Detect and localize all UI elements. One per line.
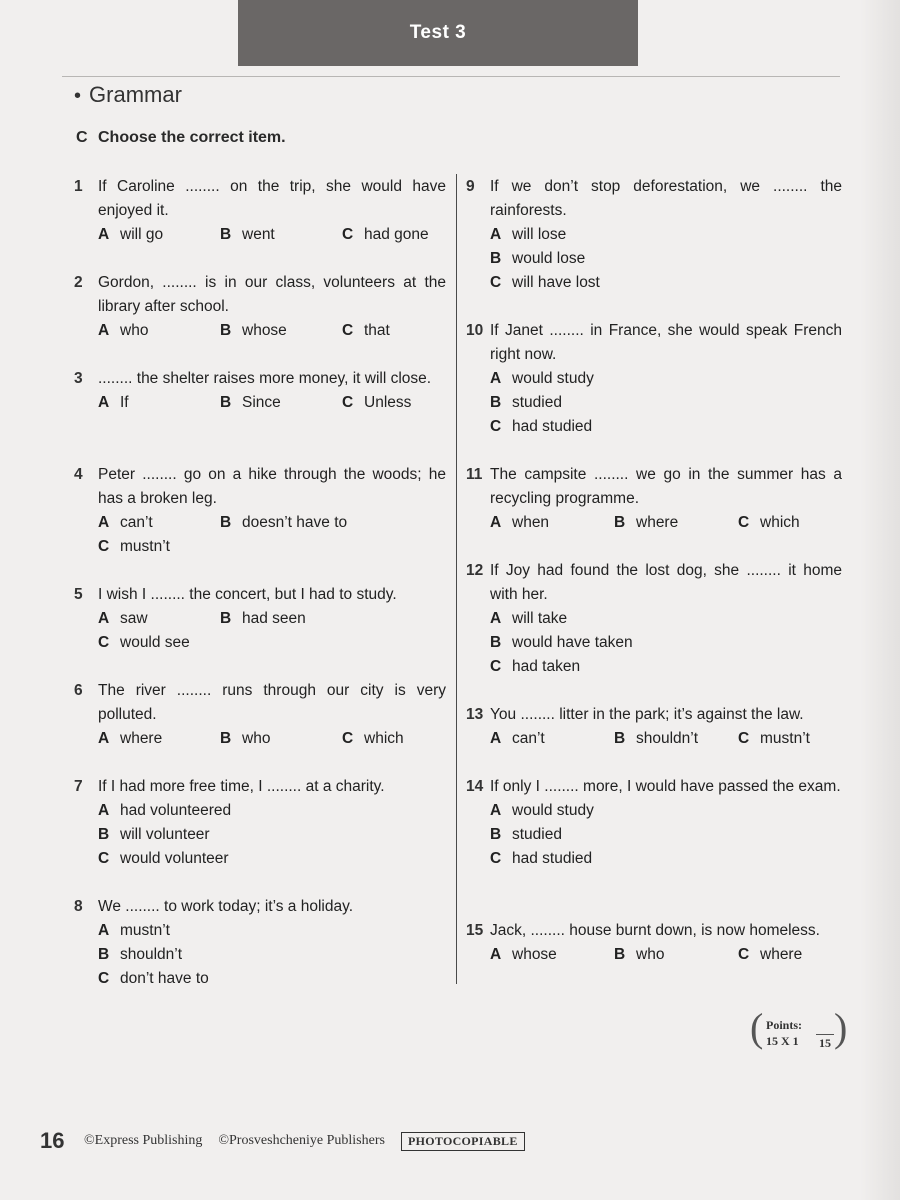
points-calc: 15 X 1	[766, 1034, 799, 1048]
question-15	[466, 919, 842, 967]
option-a[interactable]: A would study	[490, 370, 594, 387]
question-text: Peter ........ go on a hike through the woods; he has a broken leg.	[98, 466, 446, 507]
option-a[interactable]: A had volunteered	[98, 802, 232, 819]
option-a[interactable]: A will lose	[490, 226, 567, 243]
question-text: The campsite ........ we go in the summer has a recycling programme.	[490, 466, 842, 507]
publisher-prosveshcheniye: ©Prosveshcheniye Publishers	[218, 1133, 385, 1148]
question-number: 12	[466, 562, 484, 579]
option-a[interactable]: A would study	[490, 802, 594, 819]
option-c[interactable]: C had taken	[490, 658, 581, 675]
question-text: The river ........ runs through our city is very polluted.	[98, 682, 446, 723]
question-number: 1	[74, 178, 83, 195]
question-number: 7	[74, 778, 83, 795]
footer	[40, 1128, 525, 1154]
question-text: Gordon, ........ is in our class, volunteers at the library after school.	[98, 274, 446, 315]
question-number: 13	[466, 706, 484, 723]
question-number: 5	[74, 586, 83, 603]
instruction-text: Choose the correct item.	[98, 129, 286, 146]
test-title-banner	[238, 0, 638, 66]
question-10	[466, 319, 842, 439]
question-9	[466, 175, 842, 295]
question-number: 3	[74, 370, 83, 387]
question-text: If we don’t stop deforestation, we ........ the rainforests.	[490, 178, 842, 219]
option-b[interactable]: B doesn’t have to	[220, 514, 348, 531]
option-b[interactable]: B went	[220, 226, 275, 243]
question-text: If Joy had found the lost dog, she ........ it home with her.	[490, 562, 842, 603]
option-c[interactable]: C Unless	[342, 394, 412, 411]
question-2	[74, 271, 446, 343]
paren-left-icon: (	[750, 1005, 764, 1050]
option-b[interactable]: B Since	[220, 394, 281, 411]
option-c[interactable]: C had studied	[490, 418, 593, 435]
question-7	[74, 775, 446, 871]
option-a[interactable]: A saw	[98, 610, 148, 627]
option-b[interactable]: B shouldn’t	[614, 730, 699, 747]
instruction	[76, 129, 286, 147]
page-number: 16	[40, 1128, 65, 1153]
option-b[interactable]: B who	[220, 730, 271, 747]
question-number: 6	[74, 682, 83, 699]
question-number: 8	[74, 898, 83, 915]
photocopiable-badge: PHOTOCOPIABLE	[401, 1132, 525, 1151]
option-b[interactable]: B would have taken	[490, 634, 633, 651]
question-number: 11	[466, 466, 483, 483]
question-number: 10	[466, 322, 484, 339]
top-rule	[62, 76, 840, 77]
question-text: If only I ........ more, I would have passed the exam.	[490, 778, 841, 795]
option-c[interactable]: C mustn’t	[98, 538, 170, 555]
option-a[interactable]: A can’t	[490, 730, 545, 747]
question-1	[74, 175, 446, 247]
question-text: You ........ litter in the park; it’s against the law.	[490, 706, 804, 723]
option-c[interactable]: C would volunteer	[98, 850, 229, 867]
instruction-letter: C	[76, 129, 88, 146]
column-divider	[456, 174, 457, 984]
option-c[interactable]: C that	[342, 322, 390, 339]
question-text: If Janet ........ in France, she would speak French right now.	[490, 322, 842, 363]
question-text: Jack, ........ house burnt down, is now homeless.	[490, 922, 820, 939]
bullet-icon: •	[74, 85, 82, 107]
option-b[interactable]: B whose	[220, 322, 287, 339]
question-6	[74, 679, 446, 751]
option-a[interactable]: A who	[98, 322, 149, 339]
option-a[interactable]: A mustn’t	[98, 922, 170, 939]
question-number: 14	[466, 778, 484, 795]
publisher-express: ©Express Publishing	[84, 1133, 203, 1148]
option-c[interactable]: C which	[738, 514, 800, 531]
option-a[interactable]: A will go	[98, 226, 164, 243]
question-number: 15	[466, 922, 484, 939]
paren-right-icon: )	[834, 1005, 848, 1050]
question-8	[74, 895, 446, 991]
section-heading	[74, 82, 182, 108]
question-number: 9	[466, 178, 475, 195]
question-text: If I had more free time, I ........ at a charity.	[98, 778, 385, 795]
option-a[interactable]: A where	[98, 730, 163, 747]
option-c[interactable]: C would see	[98, 634, 190, 651]
question-4	[74, 463, 446, 559]
section-title: Grammar	[89, 82, 182, 107]
option-c[interactable]: C will have lost	[490, 274, 600, 291]
option-c[interactable]: C where	[738, 946, 803, 963]
points-total: 15	[816, 1034, 834, 1051]
option-a[interactable]: A If	[98, 394, 129, 411]
question-text: I wish I ........ the concert, but I had to study.	[98, 586, 397, 603]
option-b[interactable]: B would lose	[490, 250, 586, 267]
question-11	[466, 463, 842, 535]
option-a[interactable]: A when	[490, 514, 550, 531]
option-b[interactable]: B who	[614, 946, 665, 963]
question-12	[466, 559, 842, 679]
option-c[interactable]: C mustn’t	[738, 730, 810, 747]
points-label: Points:	[766, 1018, 802, 1032]
option-c[interactable]: C had studied	[490, 850, 593, 867]
option-b[interactable]: B will volunteer	[98, 826, 210, 843]
option-c[interactable]: C don’t have to	[98, 970, 209, 987]
option-c[interactable]: C had gone	[342, 226, 429, 243]
question-number: 4	[74, 466, 83, 483]
option-b[interactable]: B where	[614, 514, 679, 531]
option-a[interactable]: A whose	[490, 946, 557, 963]
option-b[interactable]: B had seen	[220, 610, 306, 627]
option-b[interactable]: B shouldn’t	[98, 946, 183, 963]
question-13	[466, 703, 842, 751]
question-text: If Caroline ........ on the trip, she would have enjoyed it.	[98, 178, 446, 219]
option-b[interactable]: B studied	[490, 826, 562, 843]
option-b[interactable]: B studied	[490, 394, 562, 411]
option-a[interactable]: A can’t	[98, 514, 153, 531]
question-number: 2	[74, 274, 83, 291]
question-3	[74, 367, 446, 415]
points-box	[750, 1005, 848, 1050]
test-title: Test 3	[409, 22, 467, 43]
question-14	[466, 775, 842, 871]
page-edge-shadow	[860, 0, 900, 1200]
question-text: We ........ to work today; it’s a holiday.	[98, 898, 354, 915]
question-text: ........ the shelter raises more money, it will close.	[98, 370, 432, 387]
option-a[interactable]: A will take	[490, 610, 568, 627]
option-c[interactable]: C which	[342, 730, 404, 747]
question-5	[74, 583, 446, 655]
